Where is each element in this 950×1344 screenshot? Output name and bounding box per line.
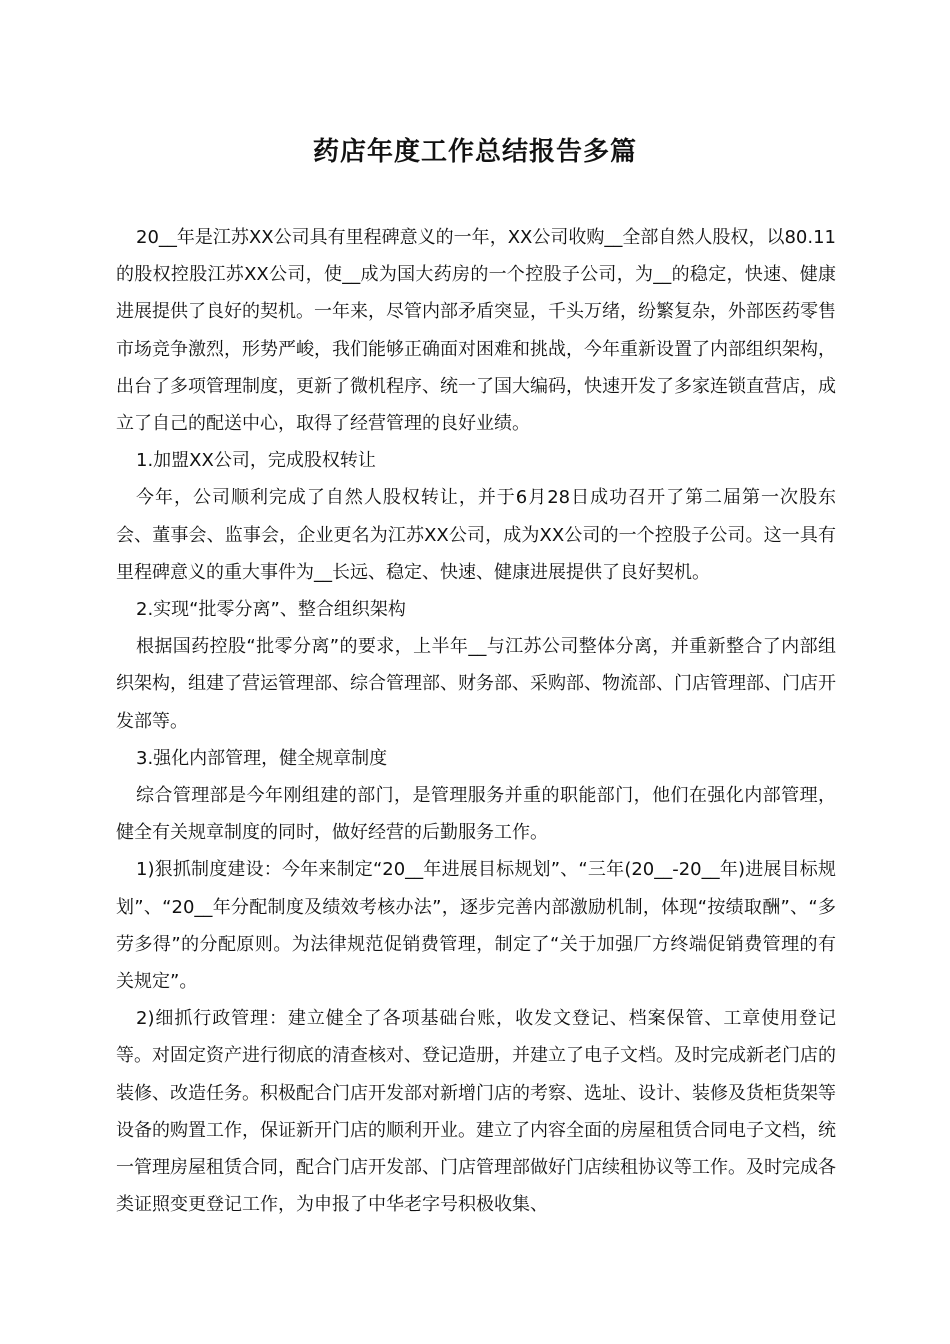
section-heading-1: 1.加盟XX公司，完成股权转让 — [136, 450, 376, 472]
paragraph-section-3: 综合管理部是今年刚组建的部门，是管理服务并重的职能部门，他们在强化内部管理，健全有关规章制度的同时，做好经营的后勤服务工作。 — [116, 785, 836, 844]
section-heading-2: 2.实现“批零分离”、整合组织架构 — [136, 599, 406, 621]
paragraph-section-1: 今年，公司顺利完成了自然人股权转让，并于6月28日成功召开了第二届第一次股东会、董事会、监事会，企业更名为江苏XX公司，成为XX公司的一个控股子公司。这一具有里程碑意义的重大事件为__长远、稳定、快速、健康进展提供了良好契机。 — [116, 487, 836, 583]
paragraph-item-1: 1)狠抓制度建设：今年来制定“20__年进展目标规划”、“三年(20__-20__年)进展目标规划”、“20__年分配制度及绩效考核办法”，逐步完善内部激励机制，体现“按绩取酬”、“多劳多得”的分配原则。为法律规范促销费管理，制定了“关于加强厂方终端促销费管理的有关规定”。 — [116, 859, 836, 993]
document-title: 药店年度工作总结报告多篇 — [312, 137, 637, 167]
paragraph-item-2: 2)细抓行政管理：建立健全了各项基础台账，收发文登记、档案保管、工章使用登记等。对固定资产进行彻底的清查核对、登记造册，并建立了电子文档。及时完成新老门店的装修、改造任务。积极配合门店开发部对新增门店的考察、选址、设计、装修及货柜货架等设备的购置工作，保证新开门店的顺利开业。建立了内容全面的房屋租赁合同电子文档，统一管理房屋租赁合同，配合门店开发部、门店管理部做好门店续租协议等工作。及时完成各类证照变更登记工作，为申报了中华老字号积极收集、 — [116, 1008, 836, 1216]
document-body — [116, 219, 836, 1223]
paragraph-intro: 20__年是江苏XX公司具有里程碑意义的一年，XX公司收购__全部自然人股权，以80.11的股权控股江苏XX公司，使__成为国大药房的一个控股子公司，为__的稳定，快速、健康进展提供了良好的契机。一年来，尽管内部矛盾突显，千头万绪，纷繁复杂，外部医药零售市场竞争激烈，形势严峻，我们能够正确面对困难和挑战，今年重新设置了内部组织架构，出台了多项管理制度，更新了微机程序、统一了国大编码，快速开发了多家连锁直营店，成立了自己的配送中心，取得了经营管理的良好业绩。 — [116, 227, 836, 435]
paragraph-section-2: 根据国药控股“批零分离”的要求，上半年__与江苏公司整体分离，并重新整合了内部组织架构，组建了营运管理部、综合管理部、财务部、采购部、物流部、门店管理部、门店开发部等。 — [116, 636, 836, 732]
section-heading-3: 3.强化内部管理，健全规章制度 — [136, 747, 388, 769]
